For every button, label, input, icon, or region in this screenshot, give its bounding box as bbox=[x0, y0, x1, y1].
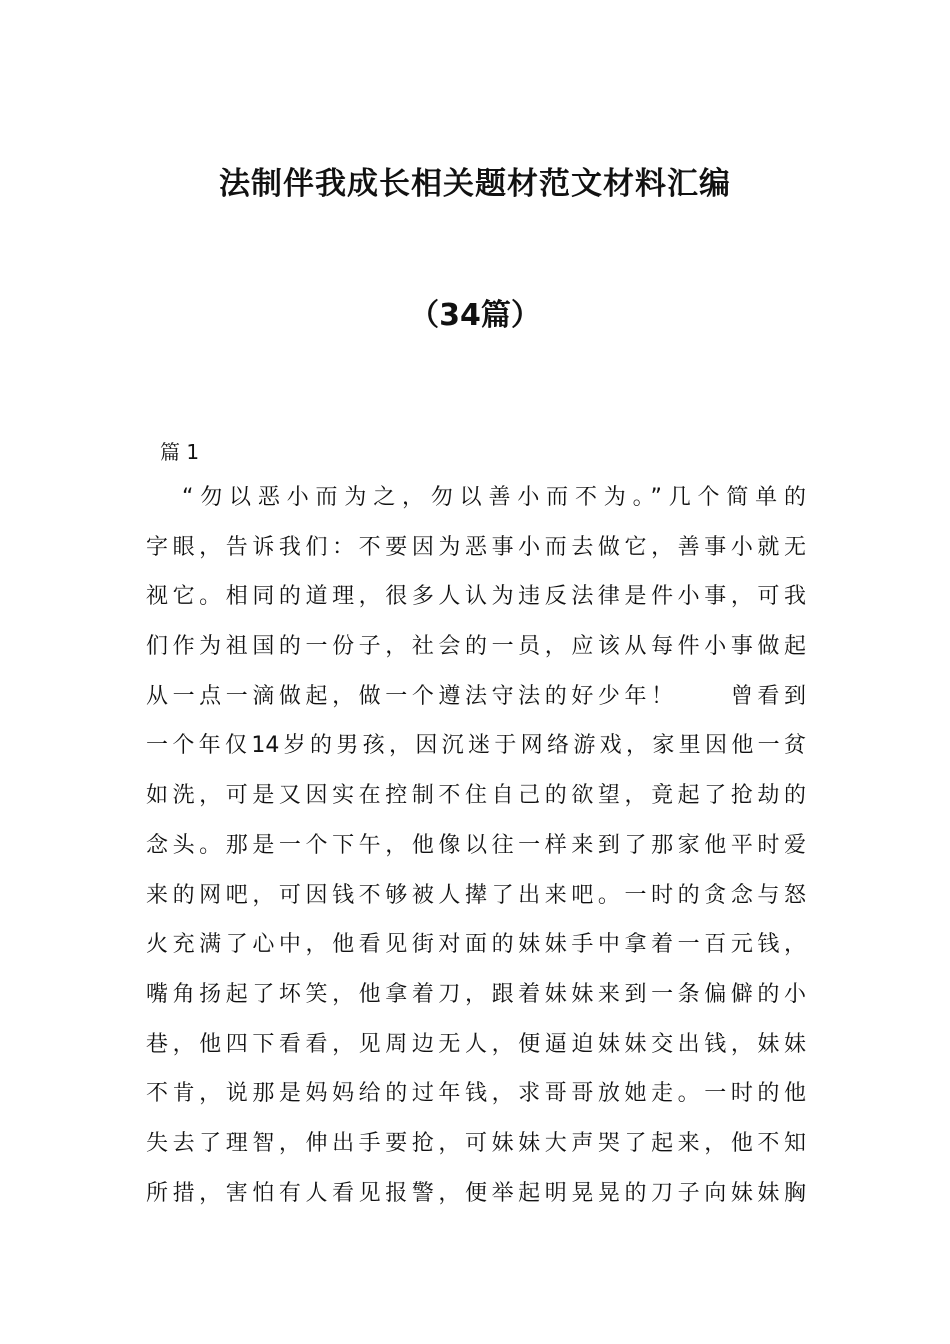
text-line: 如洗，可是又因实在控制不住自己的欲望，竟起了抢劫的 bbox=[146, 783, 806, 809]
text-line: 嘴角扬起了坏笑，他拿着刀，跟着妹妹来到一条偏僻的小 bbox=[146, 981, 806, 1007]
text-line: 字眼，告诉我们：不要因为恶事小而去做它，善事小就无 bbox=[146, 534, 806, 560]
text-line: “勿以恶小而为之，勿以善小而不为。”几个简单的 bbox=[182, 485, 806, 510]
text-line: 火充满了心中，他看见街对面的妹妹手中拿着一百元钱， bbox=[146, 932, 806, 958]
text-line: 视它。相同的道理，很多人认为违反法律是件小事，可我 bbox=[146, 584, 806, 610]
text-line: 从一点一滴做起，做一个遵法守法的好少年！ 曾看到 bbox=[146, 683, 806, 709]
text-line: 不肯，说那是妈妈给的过年钱，求哥哥放她走。一时的他 bbox=[146, 1081, 806, 1107]
text-line: 所措，害怕有人看见报警，便举起明晃晃的刀子向妹妹胸 bbox=[146, 1180, 806, 1206]
text-line: 巷，他四下看看，见周边无人，便逼迫妹妹交出钱，妹妹 bbox=[146, 1031, 806, 1057]
document-title: 法制伴我成长相关题材范文材料汇编 bbox=[219, 166, 731, 202]
body-text bbox=[146, 478, 806, 1223]
section-label: 篇 1 bbox=[160, 440, 200, 464]
text-line: 来的网吧，可因钱不够被人撵了出来吧。一时的贪念与怒 bbox=[146, 882, 806, 908]
text-line: 一个年仅14岁的男孩，因沉迷于网络游戏，家里因他一贫 bbox=[146, 733, 806, 759]
text-line: 念头。那是一个下午，他像以往一样来到了那家他平时爱 bbox=[146, 832, 806, 858]
text-line: 们作为祖国的一份子，社会的一员，应该从每件小事做起 bbox=[146, 634, 806, 660]
document-subtitle: （34篇） bbox=[409, 298, 541, 333]
text-line: 失去了理智，伸出手要抢，可妹妹大声哭了起来，他不知 bbox=[146, 1130, 806, 1156]
